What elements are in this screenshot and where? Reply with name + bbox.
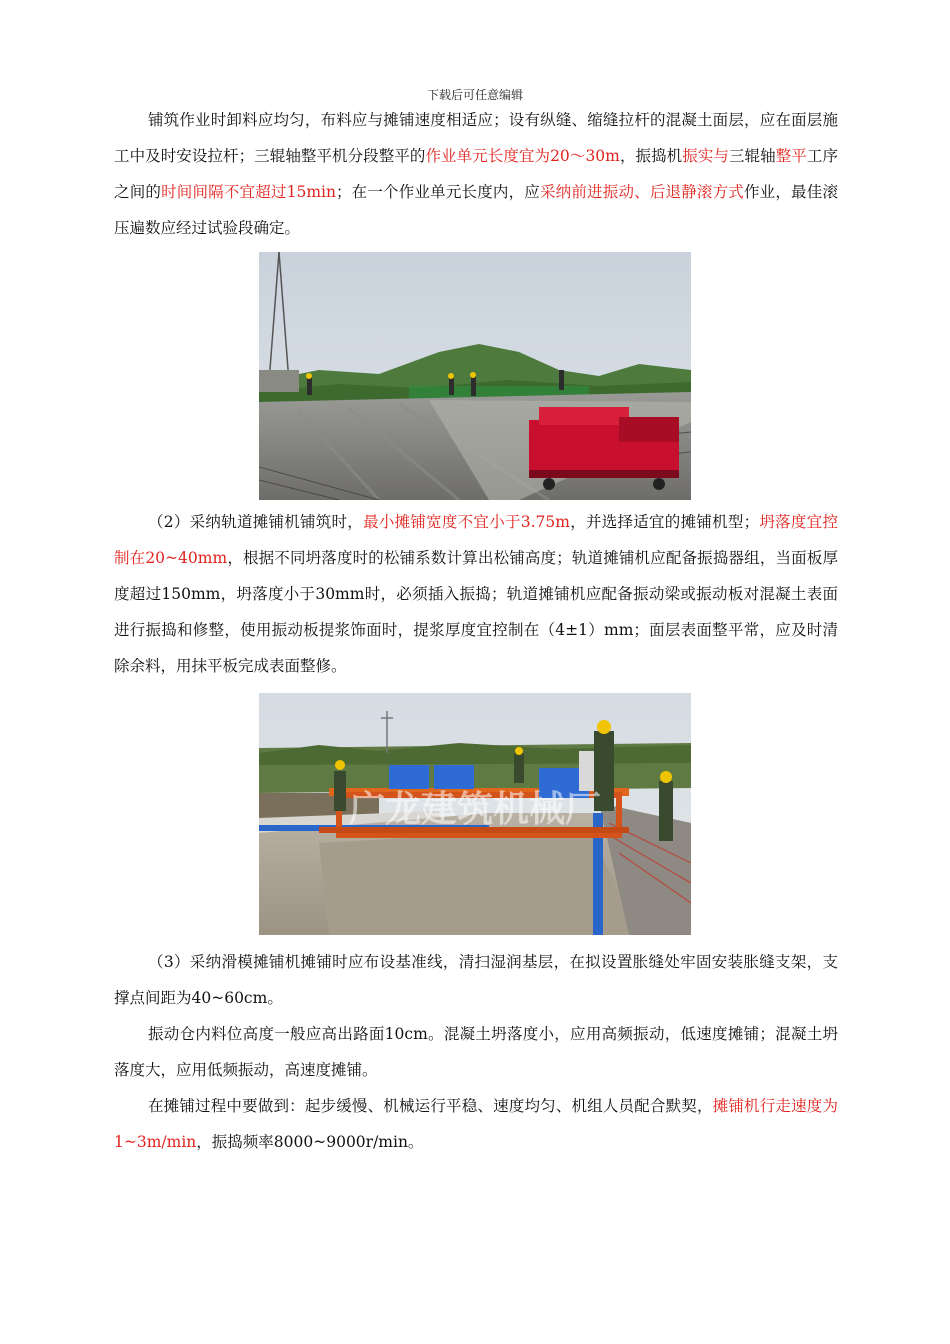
text-run: ；在一个作业单元长度内，应 [335, 183, 540, 201]
text-run: ，振捣频率8000~9000r/min。 [196, 1133, 424, 1151]
highlight-run: 振实与 [682, 147, 729, 165]
paragraph-1 [114, 102, 838, 246]
text-run: 振动仓内料位高度一般应高出路面10cm。混凝土坍落度小，应用高频振动，低速度摊铺；混凝土坍落度大，应用低频振动，高速度摊铺。 [114, 1025, 838, 1079]
highlight-run: 最小摊铺宽度不宜小于3.75m [363, 513, 570, 531]
paragraph-4 [114, 1016, 838, 1088]
page-header: 下载后可任意编辑 [426, 88, 523, 102]
text-run: ，振捣机 [619, 147, 683, 165]
highlight-run: 采纳前进振动、后退静滚方式 [539, 183, 744, 201]
paragraph-5 [114, 1088, 838, 1160]
watermark-text: 广龙建筑机械厂 [349, 789, 602, 830]
text-run: ，并选择适宜的摊铺机型； [569, 513, 760, 531]
text-run: 作业，最佳滚压遍数应经过试验段确定。 [114, 183, 838, 237]
text-run: ，根据不同坍落度时的松铺系数计算出松铺高度；轨道摊铺机应配备振捣器组，当面板厚度超过150mm，坍落度小于30mm时，必须插入振捣；轨道摊铺机应配备振动梁或振动板对混凝土表面进行振捣和修整，使用振动板提浆饰面时，提浆厚度宜控制在（4±1）mm；面层表面整平常，应及时清除余料，用抹平板完成表面整修。 [114, 549, 838, 675]
photo-three-roller-screed [259, 252, 691, 500]
highlight-run: 坍落度宜控制在20~40mm [114, 513, 838, 567]
text-run: 铺筑作业时卸料应均匀，布料应与摊铺速度相适应；设有纵缝、缩缝拉杆的混凝土面层，应在面层施工中及时安设拉杆；三辊轴整平机分段整平的 [114, 111, 838, 165]
text-run: 三辊轴 [728, 147, 776, 165]
paragraph-3 [114, 944, 838, 1016]
photo-rail-paver [259, 693, 691, 935]
text-run: 工序之间的 [114, 147, 838, 201]
highlight-run: 作业单元长度宜为20～30m [425, 147, 620, 165]
highlight-run: 时间间隔不宜超过15min [161, 183, 336, 201]
paragraph-2 [114, 504, 838, 684]
highlight-run: 摊铺机行走速度为1~3m/min [114, 1097, 838, 1151]
text-run: （2）采纳轨道摊铺机铺筑时， [148, 513, 364, 531]
text-run: （3）采纳滑模摊铺机摊铺时应布设基准线，清扫湿润基层，在拟设置胀缝处牢固安装胀缝支架，支撑点间距为40~60cm。 [114, 953, 838, 1007]
text-run: 在摊铺过程中要做到：起步缓慢、机械运行平稳、速度均匀、机组人员配合默契， [148, 1097, 713, 1115]
highlight-run: 整平 [775, 147, 807, 165]
